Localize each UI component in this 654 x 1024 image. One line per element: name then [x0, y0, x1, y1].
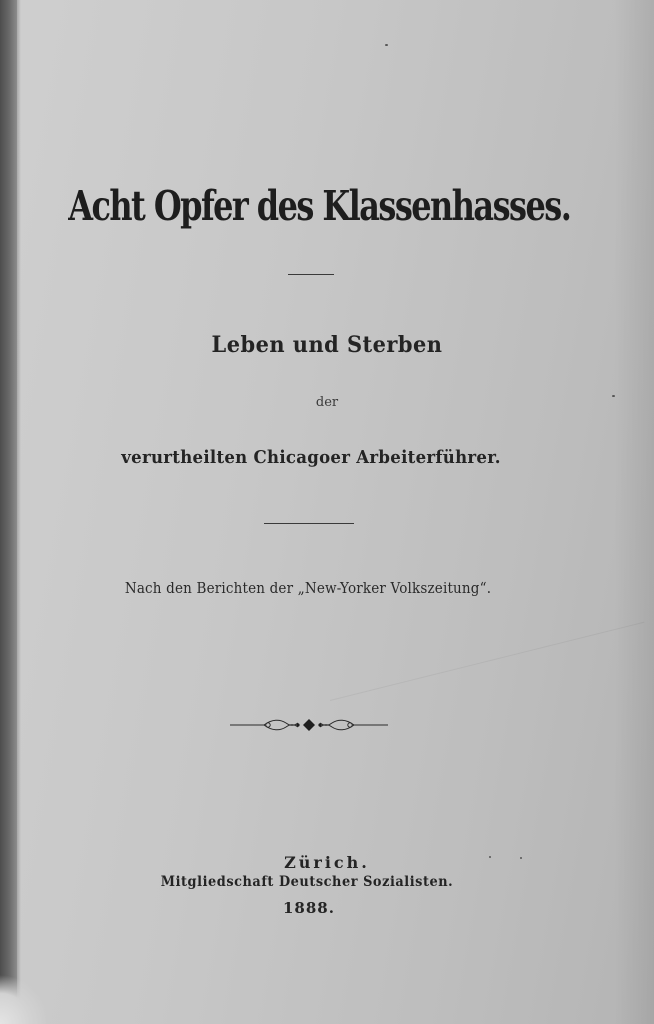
imprint-city: Zürich.: [284, 853, 370, 872]
book-subject: verurtheilten Chicagoer Arbeiterführer.: [121, 447, 501, 468]
paper-speck: [489, 856, 491, 858]
paper-speck: [612, 395, 615, 397]
fleuron-divider-icon: [228, 714, 390, 736]
book-title: Acht Opfer des Klassenhasses.: [68, 182, 571, 230]
paper-crease: [330, 622, 645, 701]
corner-wear: [0, 974, 46, 1024]
subtitle-connector: der: [315, 395, 339, 410]
imprint-publisher: Mitgliedschaft Deutscher Sozialisten.: [160, 874, 454, 890]
source-note: Nach den Berichten der „New-Yorker Volkszeitung“.: [124, 579, 492, 597]
divider-rule-long: [264, 523, 354, 524]
divider-rule-short: [288, 274, 334, 275]
paper-speck: [385, 44, 388, 46]
book-subtitle: Leben und Sterben: [211, 332, 443, 358]
imprint-year: 1888.: [283, 899, 335, 917]
paper-speck: [520, 857, 522, 859]
